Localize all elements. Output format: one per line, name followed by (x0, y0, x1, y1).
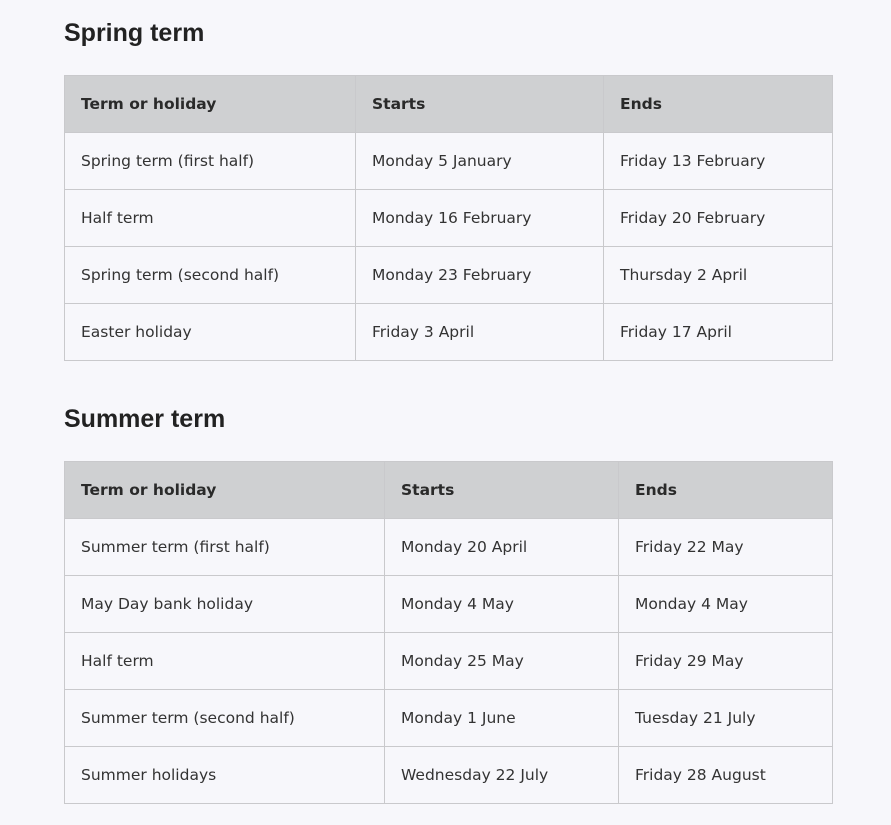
table-row (65, 633, 833, 690)
table-header-row (65, 76, 833, 133)
start-date-cell: Monday 5 January (356, 133, 604, 190)
end-date-cell: Friday 20 February (604, 190, 833, 247)
end-date-cell: Friday 28 August (619, 747, 833, 804)
table-row (65, 519, 833, 576)
start-date-cell: Monday 25 May (385, 633, 619, 690)
table-row (65, 190, 833, 247)
table-row (65, 247, 833, 304)
column-header-starts: Starts (385, 462, 619, 519)
spring-term-table (64, 75, 833, 361)
table-header-row (65, 462, 833, 519)
summer-term-table (64, 461, 833, 804)
end-date-cell: Tuesday 21 July (619, 690, 833, 747)
column-header-term: Term or holiday (65, 76, 356, 133)
term-cell: Spring term (second half) (65, 247, 356, 304)
spring-term-heading: Spring term (64, 19, 205, 47)
column-header-term: Term or holiday (65, 462, 385, 519)
start-date-cell: Monday 4 May (385, 576, 619, 633)
start-date-cell: Monday 20 April (385, 519, 619, 576)
term-cell: Summer term (first half) (65, 519, 385, 576)
table-row (65, 133, 833, 190)
table-row (65, 747, 833, 804)
end-date-cell: Friday 17 April (604, 304, 833, 361)
term-cell: Spring term (first half) (65, 133, 356, 190)
end-date-cell: Friday 13 February (604, 133, 833, 190)
term-cell: Half term (65, 633, 385, 690)
end-date-cell: Friday 29 May (619, 633, 833, 690)
start-date-cell: Monday 23 February (356, 247, 604, 304)
end-date-cell: Thursday 2 April (604, 247, 833, 304)
table-row (65, 304, 833, 361)
term-cell: Half term (65, 190, 356, 247)
end-date-cell: Monday 4 May (619, 576, 833, 633)
start-date-cell: Friday 3 April (356, 304, 604, 361)
term-cell: Summer holidays (65, 747, 385, 804)
term-cell: Easter holiday (65, 304, 356, 361)
start-date-cell: Monday 1 June (385, 690, 619, 747)
summer-term-heading: Summer term (64, 405, 226, 433)
end-date-cell: Friday 22 May (619, 519, 833, 576)
column-header-ends: Ends (604, 76, 833, 133)
column-header-starts: Starts (356, 76, 604, 133)
table-row (65, 690, 833, 747)
term-cell: Summer term (second half) (65, 690, 385, 747)
table-row (65, 576, 833, 633)
column-header-ends: Ends (619, 462, 833, 519)
start-date-cell: Wednesday 22 July (385, 747, 619, 804)
term-cell: May Day bank holiday (65, 576, 385, 633)
start-date-cell: Monday 16 February (356, 190, 604, 247)
